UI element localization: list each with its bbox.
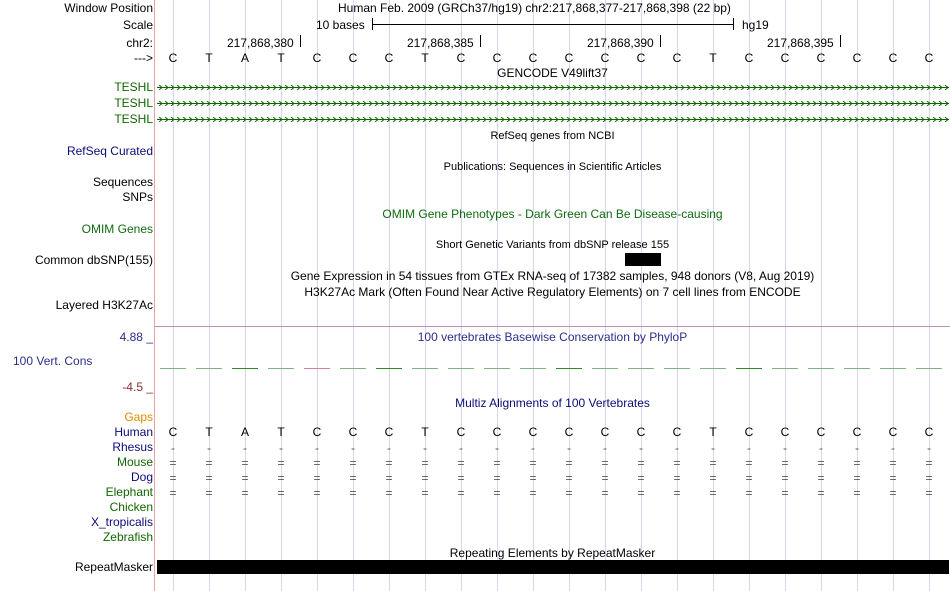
alignment-mark-mouse: = bbox=[205, 456, 213, 470]
alignment-mark-elephant: = bbox=[745, 486, 753, 500]
ruler-base: C bbox=[816, 51, 826, 65]
alignment-mark-rhesus: - bbox=[531, 441, 535, 455]
species-label-rhesus[interactable]: Rhesus bbox=[112, 440, 153, 454]
ruler-base: C bbox=[888, 51, 898, 65]
ruler-base: T bbox=[205, 51, 213, 65]
gencode-track-label[interactable]: TESHL bbox=[114, 112, 153, 126]
species-label-x_tropicalis[interactable]: X_tropicalis bbox=[90, 515, 153, 529]
ruler-base: C bbox=[780, 51, 790, 65]
alignment-mark-mouse: = bbox=[889, 456, 897, 470]
refseq-title: RefSeq genes from NCBI bbox=[490, 130, 615, 142]
alignment-mark-mouse: = bbox=[493, 456, 501, 470]
alignment-mark-mouse: = bbox=[565, 456, 573, 470]
ruler-base: A bbox=[240, 51, 249, 65]
alignment-mark-dog: = bbox=[349, 471, 357, 485]
publications-snps-label[interactable]: SNPs bbox=[122, 190, 153, 204]
alignment-mark-elephant: = bbox=[313, 486, 321, 500]
alignment-mark-dog: = bbox=[673, 471, 681, 485]
human-base: T bbox=[205, 425, 213, 439]
alignment-mark-rhesus: - bbox=[243, 441, 247, 455]
alignment-mark-rhesus: - bbox=[351, 441, 355, 455]
human-base: C bbox=[852, 425, 862, 439]
phylop-bar bbox=[520, 368, 546, 369]
alignment-mark-rhesus: - bbox=[639, 441, 643, 455]
alignment-mark-dog: = bbox=[169, 471, 177, 485]
phylop-bar bbox=[412, 368, 438, 369]
alignment-mark-dog: = bbox=[889, 471, 897, 485]
ruler-base: T bbox=[277, 51, 285, 65]
ruler-base: C bbox=[852, 51, 862, 65]
alignment-mark-dog: = bbox=[925, 471, 933, 485]
human-base: C bbox=[564, 425, 574, 439]
gencode-transcript[interactable] bbox=[157, 117, 949, 122]
repeatmasker-title: Repeating Elements by RepeatMasker bbox=[449, 546, 656, 560]
species-label-chicken[interactable]: Chicken bbox=[109, 500, 153, 514]
ruler-base: C bbox=[564, 51, 574, 65]
phylop-bar bbox=[808, 368, 834, 369]
alignment-mark-mouse: = bbox=[241, 456, 249, 470]
ruler-base: C bbox=[924, 51, 934, 65]
phylop-bar bbox=[376, 368, 402, 369]
human-base: C bbox=[888, 425, 898, 439]
alignment-mark-dog: = bbox=[853, 471, 861, 485]
human-base: C bbox=[348, 425, 358, 439]
position-tick-label: 217,868,385 bbox=[407, 36, 474, 50]
alignment-mark-mouse: = bbox=[421, 456, 429, 470]
human-base: T bbox=[277, 425, 285, 439]
species-label-mouse[interactable]: Mouse bbox=[116, 455, 153, 469]
species-label-dog[interactable]: Dog bbox=[130, 470, 153, 484]
alignment-mark-mouse: = bbox=[637, 456, 645, 470]
phylop-bar bbox=[880, 368, 906, 369]
alignment-mark-elephant: = bbox=[277, 486, 285, 500]
ruler-base: C bbox=[456, 51, 466, 65]
alignment-mark-dog: = bbox=[817, 471, 825, 485]
alignment-mark-rhesus: - bbox=[171, 441, 175, 455]
dbsnp-variant[interactable] bbox=[625, 253, 661, 266]
phylop-bar bbox=[736, 368, 762, 369]
alignment-mark-mouse: = bbox=[457, 456, 465, 470]
alignment-mark-elephant: = bbox=[241, 486, 249, 500]
alignment-mark-rhesus: - bbox=[459, 441, 463, 455]
alignment-mark-elephant: = bbox=[925, 486, 933, 500]
ruler-base: T bbox=[709, 51, 717, 65]
alignment-mark-mouse: = bbox=[529, 456, 537, 470]
phylop-bar bbox=[268, 368, 294, 369]
dbsnp-title: Short Genetic Variants from dbSNP release 155 bbox=[435, 239, 670, 251]
alignment-mark-rhesus: - bbox=[927, 441, 931, 455]
phylop-bar bbox=[160, 368, 186, 369]
alignment-mark-elephant: = bbox=[493, 486, 501, 500]
alignment-mark-dog: = bbox=[457, 471, 465, 485]
phylop-bar bbox=[628, 368, 654, 369]
phylop-bar bbox=[592, 368, 618, 369]
window-info: Human Feb. 2009 (GRCh37/hg19) chr2:217,868,377-217,868,398 (22 bp) bbox=[338, 1, 731, 15]
publications-title: Publications: Sequences in Scientific Articles bbox=[443, 161, 662, 173]
alignment-mark-rhesus: - bbox=[567, 441, 571, 455]
position-tick-label: 217,868,395 bbox=[767, 36, 834, 50]
human-base: C bbox=[816, 425, 826, 439]
alignment-mark-rhesus: - bbox=[423, 441, 427, 455]
alignment-mark-mouse: = bbox=[169, 456, 177, 470]
alignment-mark-mouse: = bbox=[781, 456, 789, 470]
position-tick bbox=[840, 35, 841, 47]
gtex-title: Gene Expression in 54 tissues from GTEx RNA-seq of 17382 samples, 948 donors (V8, Aug 2019) bbox=[290, 269, 815, 283]
omim-title: OMIM Gene Phenotypes - Dark Green Can Be Disease-causing bbox=[382, 207, 723, 221]
refseq-label[interactable]: RefSeq Curated bbox=[66, 144, 153, 158]
gaps-label[interactable]: Gaps bbox=[124, 410, 153, 424]
position-tick bbox=[300, 35, 301, 47]
gencode-transcript[interactable] bbox=[157, 85, 949, 90]
alignment-mark-dog: = bbox=[745, 471, 753, 485]
ruler-base: C bbox=[492, 51, 502, 65]
alignment-mark-mouse: = bbox=[853, 456, 861, 470]
phylop-bar bbox=[196, 368, 222, 369]
window-position-label: Window Position bbox=[64, 1, 153, 15]
scale-text: 10 bases bbox=[316, 18, 365, 32]
ruler-base: C bbox=[348, 51, 358, 65]
human-base: C bbox=[924, 425, 934, 439]
multiz-title: Multiz Alignments of 100 Vertebrates bbox=[455, 396, 650, 410]
phylop-min-label: -4.5 _ bbox=[122, 380, 153, 394]
alignment-mark-rhesus: - bbox=[207, 441, 211, 455]
ruler-base: C bbox=[636, 51, 646, 65]
alignment-mark-elephant: = bbox=[817, 486, 825, 500]
alignment-mark-mouse: = bbox=[349, 456, 357, 470]
phylop-label[interactable]: 100 Vert. Cons bbox=[13, 354, 93, 368]
alignment-mark-rhesus: - bbox=[675, 441, 679, 455]
phylop-bar bbox=[700, 368, 726, 369]
alignment-mark-elephant: = bbox=[673, 486, 681, 500]
human-base: C bbox=[636, 425, 646, 439]
alignment-mark-elephant: = bbox=[637, 486, 645, 500]
phylop-bar bbox=[232, 368, 258, 369]
alignment-mark-elephant: = bbox=[385, 486, 393, 500]
species-label-human[interactable]: Human bbox=[114, 425, 153, 439]
alignment-mark-dog: = bbox=[565, 471, 573, 485]
alignment-mark-rhesus: - bbox=[819, 441, 823, 455]
phylop-bar bbox=[340, 368, 366, 369]
alignment-mark-rhesus: - bbox=[279, 441, 283, 455]
alignment-mark-dog: = bbox=[241, 471, 249, 485]
ruler-base: C bbox=[600, 51, 610, 65]
alignment-mark-rhesus: - bbox=[747, 441, 751, 455]
ruler-base: T bbox=[421, 51, 429, 65]
scale-bar-right-tick bbox=[733, 18, 734, 30]
scale-bar-left-tick bbox=[372, 18, 373, 30]
alignment-mark-rhesus: - bbox=[315, 441, 319, 455]
alignment-mark-dog: = bbox=[781, 471, 789, 485]
ruler-base: C bbox=[384, 51, 394, 65]
alignment-mark-mouse: = bbox=[709, 456, 717, 470]
alignment-mark-elephant: = bbox=[169, 486, 177, 500]
position-tick bbox=[660, 35, 661, 47]
phylop-bar bbox=[448, 368, 474, 369]
alignment-mark-rhesus: - bbox=[387, 441, 391, 455]
alignment-mark-rhesus: - bbox=[783, 441, 787, 455]
ruler-base: C bbox=[168, 51, 178, 65]
alignment-mark-elephant: = bbox=[457, 486, 465, 500]
alignment-mark-elephant: = bbox=[889, 486, 897, 500]
phylop-bar bbox=[844, 368, 870, 369]
alignment-mark-mouse: = bbox=[817, 456, 825, 470]
human-base: C bbox=[528, 425, 538, 439]
omim-label[interactable]: OMIM Genes bbox=[81, 222, 153, 236]
position-tick-label: 217,868,380 bbox=[227, 36, 294, 50]
alignment-mark-dog: = bbox=[313, 471, 321, 485]
alignment-mark-dog: = bbox=[277, 471, 285, 485]
alignment-mark-rhesus: - bbox=[603, 441, 607, 455]
alignment-mark-dog: = bbox=[601, 471, 609, 485]
chrom-label: chr2: bbox=[126, 36, 153, 50]
position-tick bbox=[480, 35, 481, 47]
ruler-base: C bbox=[312, 51, 322, 65]
alignment-mark-elephant: = bbox=[565, 486, 573, 500]
gencode-track-label[interactable]: TESHL bbox=[114, 96, 153, 110]
alignment-mark-elephant: = bbox=[529, 486, 537, 500]
phylop-bar bbox=[664, 368, 690, 369]
human-base: C bbox=[168, 425, 178, 439]
alignment-mark-dog: = bbox=[709, 471, 717, 485]
phylop-max-label: 4.88 _ bbox=[119, 330, 153, 344]
ruler-base: C bbox=[672, 51, 682, 65]
species-label-elephant[interactable]: Elephant bbox=[105, 485, 153, 499]
alignment-mark-dog: = bbox=[637, 471, 645, 485]
human-base: A bbox=[240, 425, 249, 439]
alignment-mark-mouse: = bbox=[277, 456, 285, 470]
scale-bar bbox=[372, 24, 733, 25]
human-base: C bbox=[312, 425, 322, 439]
alignment-mark-mouse: = bbox=[385, 456, 393, 470]
phylop-bar bbox=[772, 368, 798, 369]
alignment-mark-rhesus: - bbox=[891, 441, 895, 455]
alignment-mark-dog: = bbox=[493, 471, 501, 485]
alignment-mark-mouse: = bbox=[745, 456, 753, 470]
alignment-mark-dog: = bbox=[529, 471, 537, 485]
strand-label[interactable]: ---> bbox=[134, 51, 153, 65]
species-label-zebrafish[interactable]: Zebrafish bbox=[102, 530, 153, 544]
h3k27ac-title: H3K27Ac Mark (Often Found Near Active Regulatory Elements) on 7 cell lines from ENCODE bbox=[304, 285, 801, 299]
gencode-transcript[interactable] bbox=[157, 101, 949, 106]
phylop-bar bbox=[484, 368, 510, 369]
alignment-mark-elephant: = bbox=[421, 486, 429, 500]
human-base: C bbox=[456, 425, 466, 439]
dbsnp-label[interactable]: Common dbSNP(155) bbox=[34, 253, 153, 267]
human-base: T bbox=[421, 425, 429, 439]
phylop-title: 100 vertebrates Basewise Conservation by PhyloP bbox=[417, 330, 688, 344]
alignment-mark-mouse: = bbox=[673, 456, 681, 470]
h3k27ac-label[interactable]: Layered H3K27Ac bbox=[55, 298, 153, 312]
alignment-mark-elephant: = bbox=[349, 486, 357, 500]
phylop-bar bbox=[916, 368, 942, 369]
alignment-mark-elephant: = bbox=[709, 486, 717, 500]
phylop-bar bbox=[556, 368, 582, 369]
assembly-label: hg19 bbox=[742, 18, 769, 32]
phylop-top-line bbox=[155, 326, 950, 327]
human-base: C bbox=[780, 425, 790, 439]
scale-label: Scale bbox=[122, 18, 153, 32]
human-base: C bbox=[744, 425, 754, 439]
repeatmasker-label[interactable]: RepeatMasker bbox=[74, 560, 153, 574]
alignment-mark-mouse: = bbox=[601, 456, 609, 470]
alignment-mark-mouse: = bbox=[925, 456, 933, 470]
alignment-mark-dog: = bbox=[385, 471, 393, 485]
alignment-mark-elephant: = bbox=[853, 486, 861, 500]
alignment-mark-elephant: = bbox=[781, 486, 789, 500]
alignment-mark-elephant: = bbox=[601, 486, 609, 500]
alignment-mark-rhesus: - bbox=[495, 441, 499, 455]
alignment-mark-dog: = bbox=[205, 471, 213, 485]
human-base: C bbox=[384, 425, 394, 439]
human-base: C bbox=[600, 425, 610, 439]
gencode-track-label[interactable]: TESHL bbox=[114, 80, 153, 94]
phylop-bar bbox=[304, 368, 330, 369]
alignment-mark-elephant: = bbox=[205, 486, 213, 500]
alignment-mark-dog: = bbox=[421, 471, 429, 485]
ruler-base: C bbox=[744, 51, 754, 65]
ruler-base: C bbox=[528, 51, 538, 65]
alignment-mark-mouse: = bbox=[313, 456, 321, 470]
alignment-mark-rhesus: - bbox=[711, 441, 715, 455]
human-base: C bbox=[672, 425, 682, 439]
alignment-mark-rhesus: - bbox=[855, 441, 859, 455]
repeatmasker-element[interactable] bbox=[157, 560, 949, 574]
publications-sequences-label[interactable]: Sequences bbox=[92, 175, 153, 189]
human-base: T bbox=[709, 425, 717, 439]
position-tick-label: 217,868,390 bbox=[587, 36, 654, 50]
gencode-title: GENCODE V49lift37 bbox=[497, 66, 608, 80]
human-base: C bbox=[492, 425, 502, 439]
